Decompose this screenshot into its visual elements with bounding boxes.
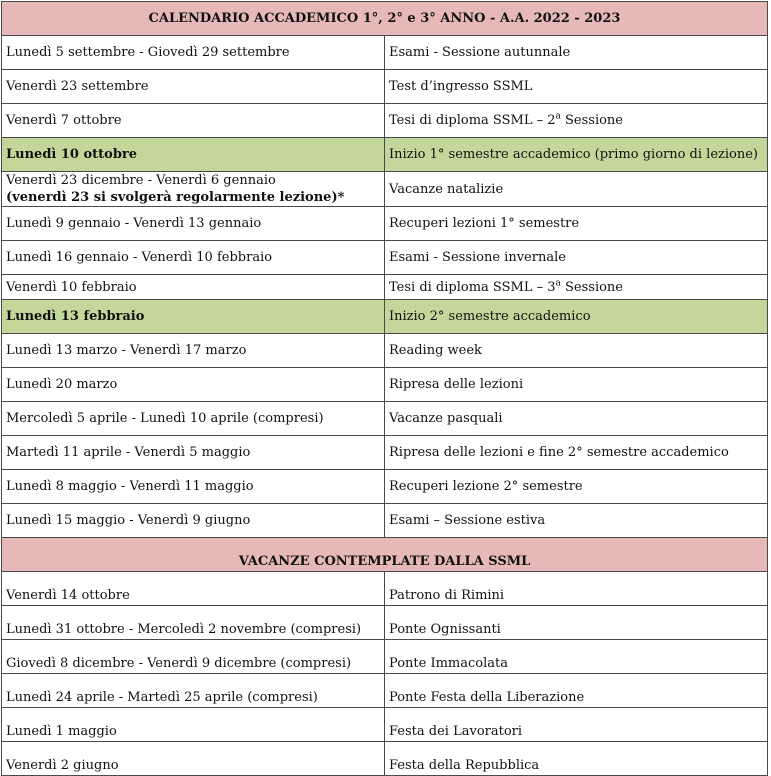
- event-text: Tesi di diploma SSML – 2: [389, 113, 556, 128]
- row-event: [385, 104, 768, 138]
- row-event: Test d’ingresso SSML: [385, 70, 768, 104]
- event-text-after: Sessione: [560, 113, 623, 128]
- table-row: [2, 436, 768, 470]
- table-row: [2, 708, 768, 742]
- table-row: [2, 572, 768, 606]
- holiday-event: Ponte Immacolata: [385, 640, 768, 674]
- table-row: [2, 640, 768, 674]
- row-event: Inizio 2° semestre accademico: [385, 300, 768, 334]
- row-date: [2, 172, 385, 207]
- row-date: Lunedì 20 marzo: [2, 368, 385, 402]
- table-row: [2, 674, 768, 708]
- holiday-date: Lunedì 31 ottobre - Mercoledì 2 novembre (compresi): [2, 606, 385, 640]
- row-date: Lunedì 9 gennaio - Venerdì 13 gennaio: [2, 207, 385, 241]
- row-event: Esami – Sessione estiva: [385, 504, 768, 538]
- holiday-date: Lunedì 1 maggio: [2, 708, 385, 742]
- holiday-event: Ponte Festa della Liberazione: [385, 674, 768, 708]
- row-date: Mercoledì 5 aprile - Lunedì 10 aprile (compresi): [2, 402, 385, 436]
- holiday-date: Lunedì 24 aprile - Martedì 25 aprile (compresi): [2, 674, 385, 708]
- row-date: Lunedì 13 febbraio: [2, 300, 385, 334]
- table-row-highlight: [2, 138, 768, 172]
- event-superscript: a: [555, 111, 561, 122]
- table-row: [2, 334, 768, 368]
- calendar-title: CALENDARIO ACCADEMICO 1°, 2° e 3° ANNO - A.A. 2022 - 2023: [2, 2, 768, 36]
- table-row: [2, 207, 768, 241]
- row-date: Lunedì 5 settembre - Giovedì 29 settembre: [2, 36, 385, 70]
- table-row: [2, 172, 768, 207]
- table-row: [2, 606, 768, 640]
- row-date: Venerdì 10 febbraio: [2, 275, 385, 300]
- row-event: Ripresa delle lezioni: [385, 368, 768, 402]
- row-date: Venerdì 23 settembre: [2, 70, 385, 104]
- holiday-event: Patrono di Rimini: [385, 572, 768, 606]
- row-date-text: Venerdì 23 dicembre - Venerdì 6 gennaio: [6, 173, 276, 188]
- calendar-table: [1, 1, 768, 776]
- row-event: Ripresa delle lezioni e fine 2° semestre accademico: [385, 436, 768, 470]
- holidays-title: VACANZE CONTEMPLATE DALLA SSML: [2, 538, 768, 572]
- table-row: [2, 504, 768, 538]
- row-event: Vacanze natalizie: [385, 172, 768, 207]
- row-date: Lunedì 15 maggio - Venerdì 9 giugno: [2, 504, 385, 538]
- holidays-header-row: [2, 538, 768, 572]
- table-row: [2, 275, 768, 300]
- row-event: Inizio 1° semestre accademico (primo giorno di lezione): [385, 138, 768, 172]
- table-row: [2, 241, 768, 275]
- row-event: [385, 275, 768, 300]
- table-row: [2, 104, 768, 138]
- table-row: [2, 402, 768, 436]
- event-text: Tesi di diploma SSML – 3: [389, 279, 556, 295]
- row-date: Lunedì 8 maggio - Venerdì 11 maggio: [2, 470, 385, 504]
- row-event: Reading week: [385, 334, 768, 368]
- row-event: Recuperi lezione 2° semestre: [385, 470, 768, 504]
- row-event: Vacanze pasquali: [385, 402, 768, 436]
- table-row: [2, 70, 768, 104]
- holiday-event: Ponte Ognissanti: [385, 606, 768, 640]
- holiday-date: Venerdì 2 giugno: [2, 742, 385, 776]
- holiday-event: Festa della Repubblica: [385, 742, 768, 776]
- table-row: [2, 368, 768, 402]
- row-event: Recuperi lezioni 1° semestre: [385, 207, 768, 241]
- row-date-note: (venerdì 23 si svolgerà regolarmente lezione)*: [6, 190, 345, 205]
- holiday-date: Giovedì 8 dicembre - Venerdì 9 dicembre (compresi): [2, 640, 385, 674]
- row-date: Lunedì 10 ottobre: [2, 138, 385, 172]
- row-event: Esami - Sessione invernale: [385, 241, 768, 275]
- event-superscript: a: [555, 278, 561, 289]
- row-date: Lunedì 16 gennaio - Venerdì 10 febbraio: [2, 241, 385, 275]
- holiday-date: Venerdì 14 ottobre: [2, 572, 385, 606]
- row-date: Venerdì 7 ottobre: [2, 104, 385, 138]
- holiday-event: Festa dei Lavoratori: [385, 708, 768, 742]
- row-date: Lunedì 13 marzo - Venerdì 17 marzo: [2, 334, 385, 368]
- table-row-highlight: [2, 300, 768, 334]
- table-row: [2, 470, 768, 504]
- table-row: [2, 742, 768, 776]
- row-event: Esami - Sessione autunnale: [385, 36, 768, 70]
- calendar-header-row: [2, 2, 768, 36]
- event-text-after: Sessione: [560, 279, 623, 295]
- table-row: [2, 36, 768, 70]
- row-date: Martedì 11 aprile - Venerdì 5 maggio: [2, 436, 385, 470]
